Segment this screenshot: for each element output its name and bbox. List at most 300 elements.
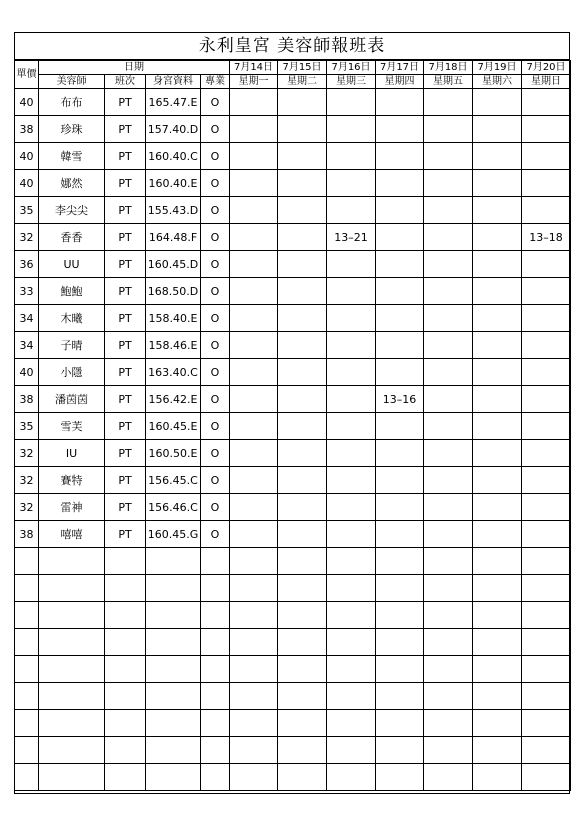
empty-cell [105, 629, 146, 656]
empty-cell [39, 656, 105, 683]
empty-cell[interactable] [522, 629, 571, 656]
profile-cell: 160.45.E [146, 413, 201, 440]
empty-cell[interactable] [278, 764, 327, 791]
empty-cell[interactable] [278, 575, 327, 602]
professional-cell: O [201, 467, 230, 494]
date-header: 7月17日 [376, 61, 424, 75]
empty-cell[interactable] [327, 737, 376, 764]
empty-cell [39, 683, 105, 710]
schedule-cell[interactable] [473, 413, 522, 440]
schedule-cell[interactable] [230, 251, 278, 278]
column-header-shift: 班次 [105, 75, 146, 89]
schedule-cell[interactable] [230, 89, 278, 116]
schedule-cell[interactable] [376, 143, 424, 170]
empty-cell[interactable] [327, 683, 376, 710]
empty-cell[interactable] [473, 737, 522, 764]
schedule-cell[interactable] [230, 332, 278, 359]
empty-cell[interactable] [424, 737, 473, 764]
professional-cell: O [201, 521, 230, 548]
empty-cell[interactable] [230, 683, 278, 710]
table-row [15, 521, 571, 548]
schedule-cell[interactable] [522, 197, 571, 224]
empty-cell[interactable] [376, 548, 424, 575]
blank-row [15, 710, 571, 737]
blank-row [15, 683, 571, 710]
empty-cell[interactable] [278, 710, 327, 737]
empty-cell [201, 764, 230, 791]
date-header: 7月18日 [424, 61, 473, 75]
schedule-cell[interactable]: 13–16 [376, 386, 424, 413]
profile-cell: 160.40.E [146, 170, 201, 197]
shift-cell: PT [105, 197, 146, 224]
table-row [15, 170, 571, 197]
empty-cell[interactable] [424, 602, 473, 629]
stylist-name-cell: 子晴 [39, 332, 105, 359]
empty-cell[interactable] [376, 683, 424, 710]
empty-cell [15, 737, 39, 764]
rate-cell: 32 [15, 224, 39, 251]
stylist-name-cell: 潘茵茵 [39, 386, 105, 413]
empty-cell[interactable] [327, 629, 376, 656]
header-row-weekdays [15, 75, 571, 89]
rate-cell: 38 [15, 386, 39, 413]
schedule-cell[interactable] [424, 494, 473, 521]
schedule-cell[interactable] [230, 278, 278, 305]
schedule-cell[interactable] [522, 359, 571, 386]
schedule-cell[interactable] [473, 332, 522, 359]
empty-cell[interactable] [424, 548, 473, 575]
professional-cell: O [201, 440, 230, 467]
empty-cell[interactable] [424, 656, 473, 683]
schedule-cell[interactable] [424, 467, 473, 494]
stylist-name-cell: IU [39, 440, 105, 467]
schedule-cell[interactable] [424, 440, 473, 467]
schedule-cell[interactable] [424, 251, 473, 278]
rate-cell: 32 [15, 467, 39, 494]
empty-cell [105, 548, 146, 575]
profile-cell: 158.40.E [146, 305, 201, 332]
empty-cell[interactable] [376, 575, 424, 602]
weekday-header: 星期五 [424, 75, 473, 89]
profile-cell: 156.46.C [146, 494, 201, 521]
schedule-cell[interactable] [278, 116, 327, 143]
empty-cell [15, 683, 39, 710]
schedule-cell[interactable] [376, 467, 424, 494]
schedule-cell[interactable] [230, 386, 278, 413]
schedule-cell[interactable] [473, 467, 522, 494]
empty-cell[interactable] [327, 764, 376, 791]
schedule-cell[interactable] [376, 521, 424, 548]
empty-cell[interactable] [424, 764, 473, 791]
schedule-cell[interactable] [424, 386, 473, 413]
schedule-cell[interactable] [522, 332, 571, 359]
schedule-cell[interactable] [230, 197, 278, 224]
schedule-cell[interactable] [473, 116, 522, 143]
professional-cell: O [201, 359, 230, 386]
schedule-cell[interactable] [473, 170, 522, 197]
table-row [15, 224, 571, 251]
schedule-cell[interactable] [424, 278, 473, 305]
empty-cell [105, 656, 146, 683]
empty-cell[interactable] [522, 602, 571, 629]
schedule-cell[interactable] [230, 521, 278, 548]
schedule-cell[interactable] [376, 170, 424, 197]
empty-cell[interactable] [278, 737, 327, 764]
empty-cell[interactable] [522, 764, 571, 791]
schedule-cell[interactable] [473, 251, 522, 278]
schedule-cell[interactable] [473, 440, 522, 467]
empty-cell [39, 602, 105, 629]
shift-cell: PT [105, 251, 146, 278]
empty-cell[interactable] [376, 737, 424, 764]
schedule-cell[interactable] [230, 494, 278, 521]
roster-table [14, 60, 571, 791]
empty-cell[interactable] [278, 683, 327, 710]
empty-cell[interactable] [376, 629, 424, 656]
profile-cell: 158.46.E [146, 332, 201, 359]
schedule-cell[interactable] [522, 413, 571, 440]
empty-cell[interactable] [278, 656, 327, 683]
empty-cell [105, 683, 146, 710]
empty-cell[interactable] [522, 575, 571, 602]
schedule-cell[interactable] [327, 143, 376, 170]
empty-cell[interactable] [522, 548, 571, 575]
empty-cell [105, 737, 146, 764]
shift-cell: PT [105, 89, 146, 116]
rate-cell: 40 [15, 89, 39, 116]
empty-cell [39, 548, 105, 575]
empty-cell[interactable] [424, 629, 473, 656]
schedule-cell[interactable] [522, 89, 571, 116]
schedule-cell[interactable] [327, 170, 376, 197]
schedule-cell[interactable] [230, 359, 278, 386]
stylist-name-cell: 雷神 [39, 494, 105, 521]
empty-cell[interactable] [230, 629, 278, 656]
empty-cell[interactable] [424, 575, 473, 602]
empty-cell[interactable] [473, 575, 522, 602]
schedule-cell[interactable] [278, 89, 327, 116]
stylist-name-cell: 嘻嘻 [39, 521, 105, 548]
empty-cell[interactable] [473, 629, 522, 656]
empty-cell[interactable] [327, 710, 376, 737]
empty-cell[interactable] [424, 683, 473, 710]
schedule-cell[interactable] [327, 413, 376, 440]
schedule-cell[interactable] [327, 89, 376, 116]
date-header: 7月19日 [473, 61, 522, 75]
schedule-cell[interactable] [376, 224, 424, 251]
schedule-cell[interactable] [424, 89, 473, 116]
schedule-cell[interactable] [327, 494, 376, 521]
empty-cell [15, 710, 39, 737]
professional-cell: O [201, 116, 230, 143]
schedule-cell[interactable] [376, 278, 424, 305]
schedule-cell[interactable] [376, 116, 424, 143]
schedule-cell[interactable] [376, 359, 424, 386]
schedule-cell[interactable] [278, 170, 327, 197]
empty-cell [201, 737, 230, 764]
blank-row [15, 602, 571, 629]
header-row-dates [15, 61, 571, 75]
schedule-cell[interactable] [473, 224, 522, 251]
empty-cell[interactable] [327, 575, 376, 602]
rate-cell: 32 [15, 440, 39, 467]
empty-cell [201, 710, 230, 737]
empty-cell[interactable] [327, 548, 376, 575]
schedule-cell[interactable] [230, 305, 278, 332]
empty-cell[interactable] [522, 737, 571, 764]
professional-cell: O [201, 251, 230, 278]
blank-row [15, 764, 571, 791]
schedule-cell[interactable] [327, 440, 376, 467]
schedule-cell[interactable] [424, 197, 473, 224]
empty-cell [146, 602, 201, 629]
schedule-cell[interactable] [424, 413, 473, 440]
schedule-cell[interactable] [278, 359, 327, 386]
rate-cell: 32 [15, 494, 39, 521]
profile-cell: 168.50.D [146, 278, 201, 305]
schedule-cell[interactable] [522, 251, 571, 278]
weekday-header: 星期日 [522, 75, 571, 89]
empty-cell[interactable] [230, 602, 278, 629]
rate-header: 單價 [15, 61, 39, 89]
shift-cell: PT [105, 386, 146, 413]
schedule-cell[interactable] [376, 251, 424, 278]
empty-cell[interactable] [522, 656, 571, 683]
empty-cell [146, 764, 201, 791]
table-row [15, 116, 571, 143]
empty-cell[interactable] [522, 683, 571, 710]
schedule-cell[interactable] [278, 278, 327, 305]
schedule-cell[interactable] [473, 143, 522, 170]
schedule-cell[interactable] [278, 332, 327, 359]
schedule-cell[interactable] [327, 359, 376, 386]
schedule-cell[interactable] [327, 332, 376, 359]
schedule-cell[interactable] [473, 494, 522, 521]
empty-cell[interactable] [376, 710, 424, 737]
empty-cell[interactable] [230, 710, 278, 737]
professional-cell: O [201, 494, 230, 521]
schedule-cell[interactable] [278, 467, 327, 494]
schedule-cell[interactable] [230, 440, 278, 467]
schedule-cell[interactable] [424, 224, 473, 251]
schedule-cell[interactable] [522, 170, 571, 197]
empty-cell[interactable] [327, 656, 376, 683]
empty-cell[interactable] [376, 764, 424, 791]
schedule-cell[interactable] [327, 278, 376, 305]
stylist-name-cell: 香香 [39, 224, 105, 251]
empty-cell[interactable] [376, 602, 424, 629]
schedule-cell[interactable] [230, 170, 278, 197]
schedule-cell[interactable] [473, 386, 522, 413]
schedule-cell[interactable]: 13–21 [327, 224, 376, 251]
rate-cell: 35 [15, 197, 39, 224]
schedule-cell[interactable] [376, 413, 424, 440]
rate-cell: 40 [15, 143, 39, 170]
schedule-cell[interactable] [278, 386, 327, 413]
professional-cell: O [201, 197, 230, 224]
shift-cell: PT [105, 332, 146, 359]
empty-cell[interactable] [327, 602, 376, 629]
schedule-cell[interactable] [376, 494, 424, 521]
schedule-cell[interactable] [522, 143, 571, 170]
empty-cell[interactable] [230, 575, 278, 602]
page-title: 永利皇宮 美容師報班表 [15, 33, 569, 60]
empty-cell[interactable] [230, 548, 278, 575]
profile-cell: 157.40.D [146, 116, 201, 143]
professional-cell: O [201, 278, 230, 305]
empty-cell [146, 683, 201, 710]
shift-cell: PT [105, 467, 146, 494]
schedule-cell[interactable] [278, 305, 327, 332]
empty-cell [15, 602, 39, 629]
empty-cell [15, 656, 39, 683]
blank-row [15, 548, 571, 575]
professional-cell: O [201, 224, 230, 251]
table-row [15, 197, 571, 224]
schedule-cell[interactable] [522, 440, 571, 467]
schedule-cell[interactable] [327, 521, 376, 548]
shift-cell: PT [105, 224, 146, 251]
schedule-cell[interactable] [424, 305, 473, 332]
schedule-cell[interactable]: 13–18 [522, 224, 571, 251]
stylist-name-cell: 小隱 [39, 359, 105, 386]
table-row [15, 143, 571, 170]
schedule-cell[interactable] [424, 332, 473, 359]
schedule-cell[interactable] [230, 224, 278, 251]
schedule-cell[interactable] [327, 467, 376, 494]
schedule-cell[interactable] [424, 359, 473, 386]
table-row [15, 251, 571, 278]
schedule-cell[interactable] [522, 467, 571, 494]
schedule-cell[interactable] [473, 359, 522, 386]
table-row [15, 278, 571, 305]
table-row [15, 467, 571, 494]
professional-cell: O [201, 413, 230, 440]
schedule-cell[interactable] [327, 386, 376, 413]
profile-cell: 160.40.C [146, 143, 201, 170]
empty-cell [146, 548, 201, 575]
empty-cell [105, 764, 146, 791]
schedule-cell[interactable] [230, 116, 278, 143]
table-row [15, 386, 571, 413]
schedule-cell[interactable] [278, 440, 327, 467]
empty-cell[interactable] [230, 656, 278, 683]
schedule-cell[interactable] [473, 89, 522, 116]
schedule-cell[interactable] [424, 170, 473, 197]
empty-cell [39, 629, 105, 656]
empty-cell [201, 656, 230, 683]
schedule-cell[interactable] [230, 467, 278, 494]
empty-cell [15, 629, 39, 656]
schedule-cell[interactable] [424, 521, 473, 548]
blank-row [15, 575, 571, 602]
schedule-cell[interactable] [376, 332, 424, 359]
empty-cell [105, 602, 146, 629]
shift-cell: PT [105, 413, 146, 440]
shift-cell: PT [105, 440, 146, 467]
empty-cell [146, 710, 201, 737]
schedule-cell[interactable] [230, 413, 278, 440]
shift-cell: PT [105, 116, 146, 143]
schedule-cell[interactable] [278, 521, 327, 548]
schedule-cell[interactable] [376, 197, 424, 224]
empty-cell[interactable] [522, 710, 571, 737]
schedule-cell[interactable] [376, 89, 424, 116]
empty-cell[interactable] [473, 656, 522, 683]
table-row [15, 332, 571, 359]
empty-cell[interactable] [473, 710, 522, 737]
schedule-cell[interactable] [522, 116, 571, 143]
empty-cell[interactable] [278, 548, 327, 575]
table-row [15, 359, 571, 386]
rate-cell: 40 [15, 170, 39, 197]
schedule-cell[interactable] [230, 143, 278, 170]
schedule-cell[interactable] [278, 143, 327, 170]
date-header: 7月14日 [230, 61, 278, 75]
empty-cell[interactable] [424, 710, 473, 737]
professional-cell: O [201, 332, 230, 359]
schedule-cell[interactable] [327, 305, 376, 332]
schedule-cell[interactable] [473, 521, 522, 548]
date-header: 7月20日 [522, 61, 571, 75]
empty-cell [39, 575, 105, 602]
empty-cell [105, 710, 146, 737]
empty-cell[interactable] [473, 548, 522, 575]
empty-cell[interactable] [473, 683, 522, 710]
profile-cell: 156.42.E [146, 386, 201, 413]
schedule-cell[interactable] [278, 413, 327, 440]
schedule-cell[interactable] [327, 116, 376, 143]
stylist-name-cell: 李尖尖 [39, 197, 105, 224]
rate-cell: 35 [15, 413, 39, 440]
weekday-header: 星期四 [376, 75, 424, 89]
blank-row [15, 656, 571, 683]
profile-cell: 160.45.D [146, 251, 201, 278]
empty-cell [201, 629, 230, 656]
schedule-cell[interactable] [522, 521, 571, 548]
empty-cell[interactable] [376, 656, 424, 683]
schedule-cell[interactable] [424, 143, 473, 170]
schedule-cell[interactable] [522, 494, 571, 521]
schedule-cell[interactable] [376, 440, 424, 467]
schedule-cell[interactable] [278, 251, 327, 278]
empty-cell [15, 548, 39, 575]
schedule-cell[interactable] [424, 116, 473, 143]
schedule-cell[interactable] [522, 386, 571, 413]
schedule-cell[interactable] [473, 197, 522, 224]
schedule-cell[interactable] [327, 251, 376, 278]
schedule-cell[interactable] [473, 305, 522, 332]
empty-cell[interactable] [473, 602, 522, 629]
schedule-cell[interactable] [278, 197, 327, 224]
schedule-cell[interactable] [278, 224, 327, 251]
empty-cell[interactable] [473, 764, 522, 791]
empty-cell[interactable] [230, 737, 278, 764]
schedule-cell[interactable] [376, 305, 424, 332]
schedule-cell[interactable] [327, 197, 376, 224]
shift-cell: PT [105, 494, 146, 521]
schedule-cell[interactable] [473, 278, 522, 305]
rate-cell: 38 [15, 521, 39, 548]
empty-cell [39, 764, 105, 791]
blank-row [15, 737, 571, 764]
schedule-cell[interactable] [278, 494, 327, 521]
empty-cell[interactable] [230, 764, 278, 791]
schedule-cell[interactable] [522, 278, 571, 305]
empty-cell[interactable] [278, 629, 327, 656]
empty-cell[interactable] [278, 602, 327, 629]
schedule-cell[interactable] [522, 305, 571, 332]
